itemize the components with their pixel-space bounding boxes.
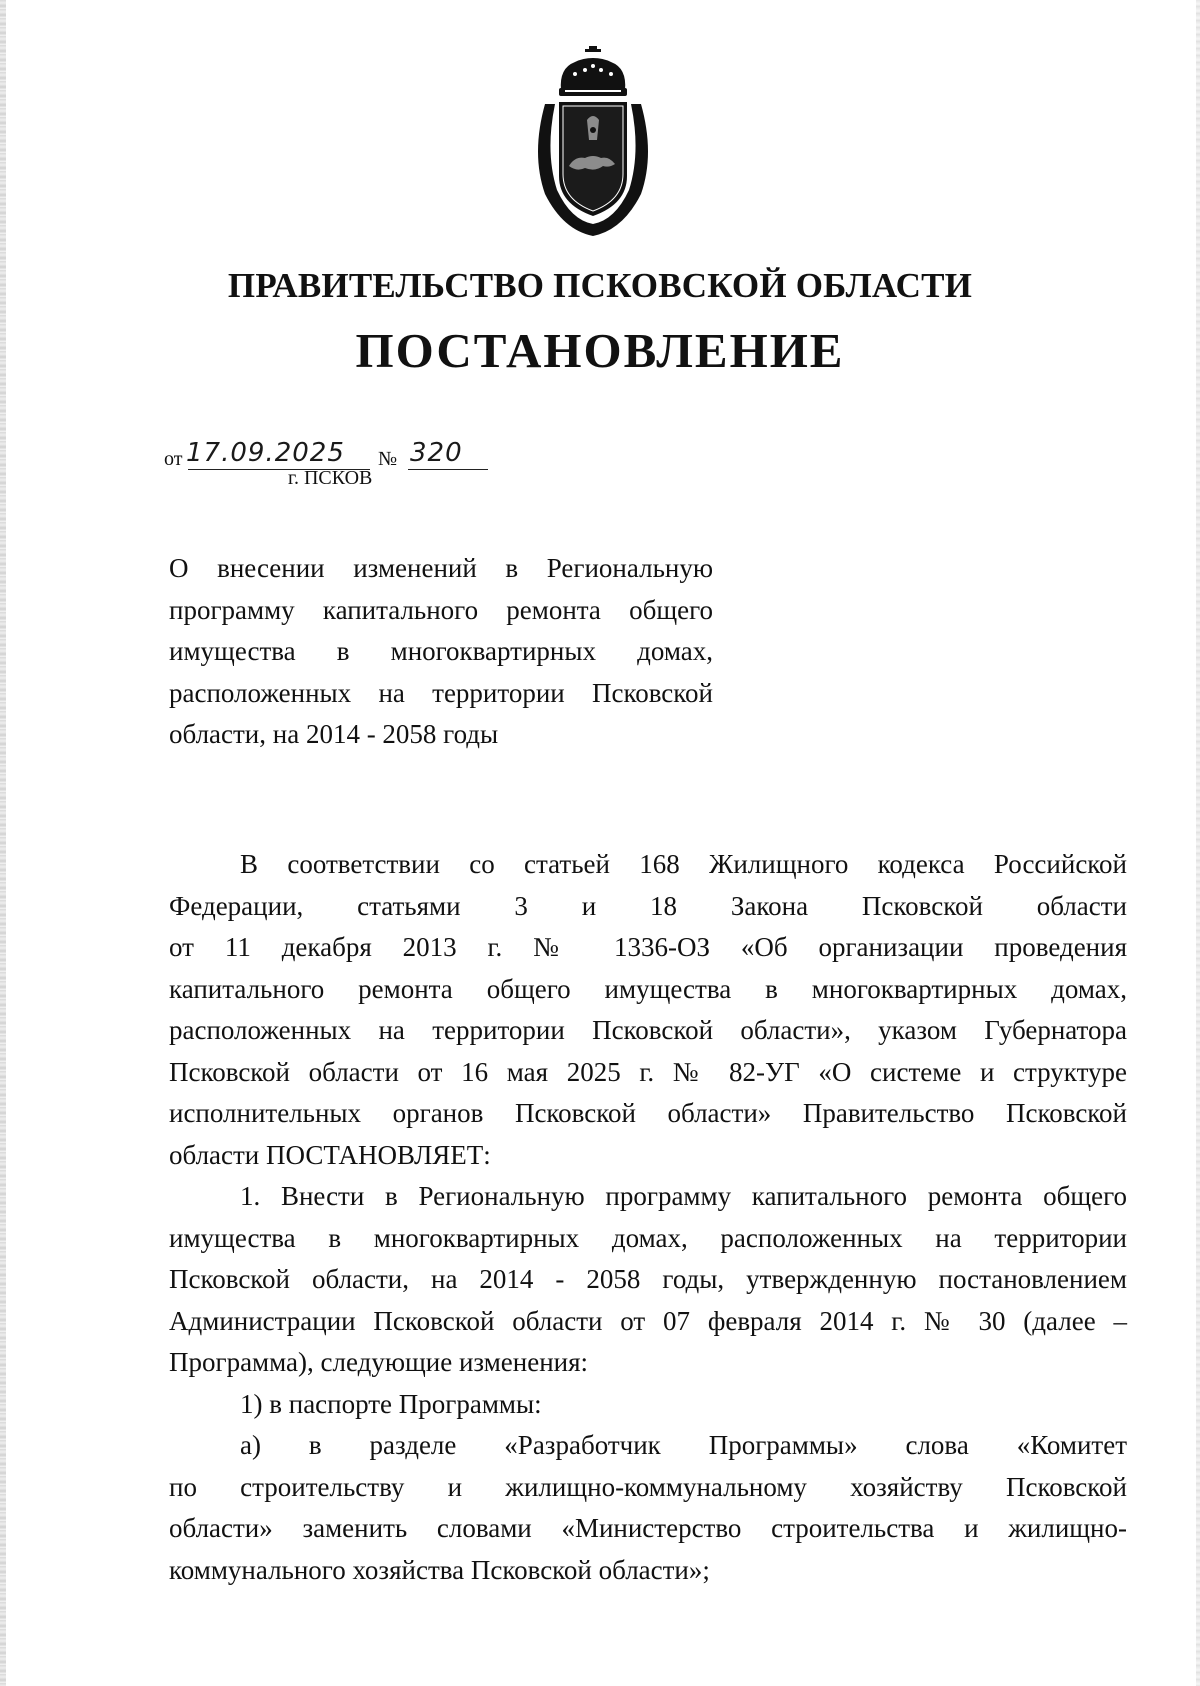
body-line: 1. Внести в Региональную программу капитального ремонта общего	[240, 1181, 1127, 1211]
subject-line: О внесении изменений в Региональную	[169, 553, 713, 583]
body-line: капитального ремонта общего имущества в многоквартирных домах,	[169, 973, 1127, 1004]
scan-edge-right	[1196, 0, 1200, 1686]
body-line: исполнительных органов Псковской области» Правительство Псковской	[169, 1098, 1127, 1128]
body-line: а) в разделе «Разработчик Программы» слова «Комитет	[240, 1430, 1127, 1460]
body-line: 1) в паспорте Программы:	[240, 1388, 542, 1419]
subject-line: программу капитального ремонта общего	[169, 594, 713, 625]
subject-line: имущества в многоквартирных домах,	[169, 636, 713, 666]
body-line: по строительству и жилищно-коммунальному хозяйству Псковской	[169, 1471, 1127, 1502]
body-line: расположенных на территории Псковской области», указом Губернатора	[169, 1015, 1127, 1045]
body-line: В соответствии со статьей 168 Жилищного кодекса Российской	[240, 849, 1127, 879]
date-value: 17.09.2025	[186, 438, 345, 468]
subject-line: расположенных на территории Псковской	[169, 677, 713, 708]
scan-edge-left	[0, 0, 6, 1686]
body-line: области» заменить словами «Министерство строительства и жилищно-	[169, 1513, 1127, 1543]
date-label: от	[164, 448, 183, 470]
number-value: 320	[410, 438, 463, 468]
body-line: Федерации, статьями 3 и 18 Закона Псковской области	[169, 890, 1127, 921]
body-line: имущества в многоквартирных домах, расположенных на территории	[169, 1222, 1127, 1253]
body-line: от 11 декабря 2013 г. № 1336-ОЗ «Об организации проведения	[169, 932, 1127, 962]
body-line: Псковской области от 16 мая 2025 г. № 82-УГ «О системе и структуре	[169, 1056, 1127, 1087]
number-underline	[408, 469, 488, 470]
document-type-title: ПОСТАНОВЛЕНИЕ	[355, 323, 845, 378]
document-body	[169, 844, 1127, 1591]
body-line: Псковской области, на 2014 - 2058 годы, утвержденную постановлением	[169, 1264, 1127, 1294]
body-line: Программа), следующие изменения:	[169, 1347, 589, 1377]
subject-line: области, на 2014 - 2058 годы	[169, 719, 499, 749]
city-label: г. ПСКОВ	[288, 467, 373, 489]
body-line: коммунального хозяйства Псковской области»;	[169, 1554, 710, 1585]
organization-title: ПРАВИТЕЛЬСТВО ПСКОВСКОЙ ОБЛАСТИ	[227, 266, 973, 305]
number-label: №	[378, 448, 398, 470]
body-line: области ПОСТАНОВЛЯЕТ:	[169, 1139, 491, 1170]
body-line: Администрации Псковской области от 07 февраля 2014 г. № 30 (далее –	[169, 1305, 1127, 1336]
coat-of-arms-icon	[523, 44, 663, 240]
document-subject	[169, 548, 713, 756]
